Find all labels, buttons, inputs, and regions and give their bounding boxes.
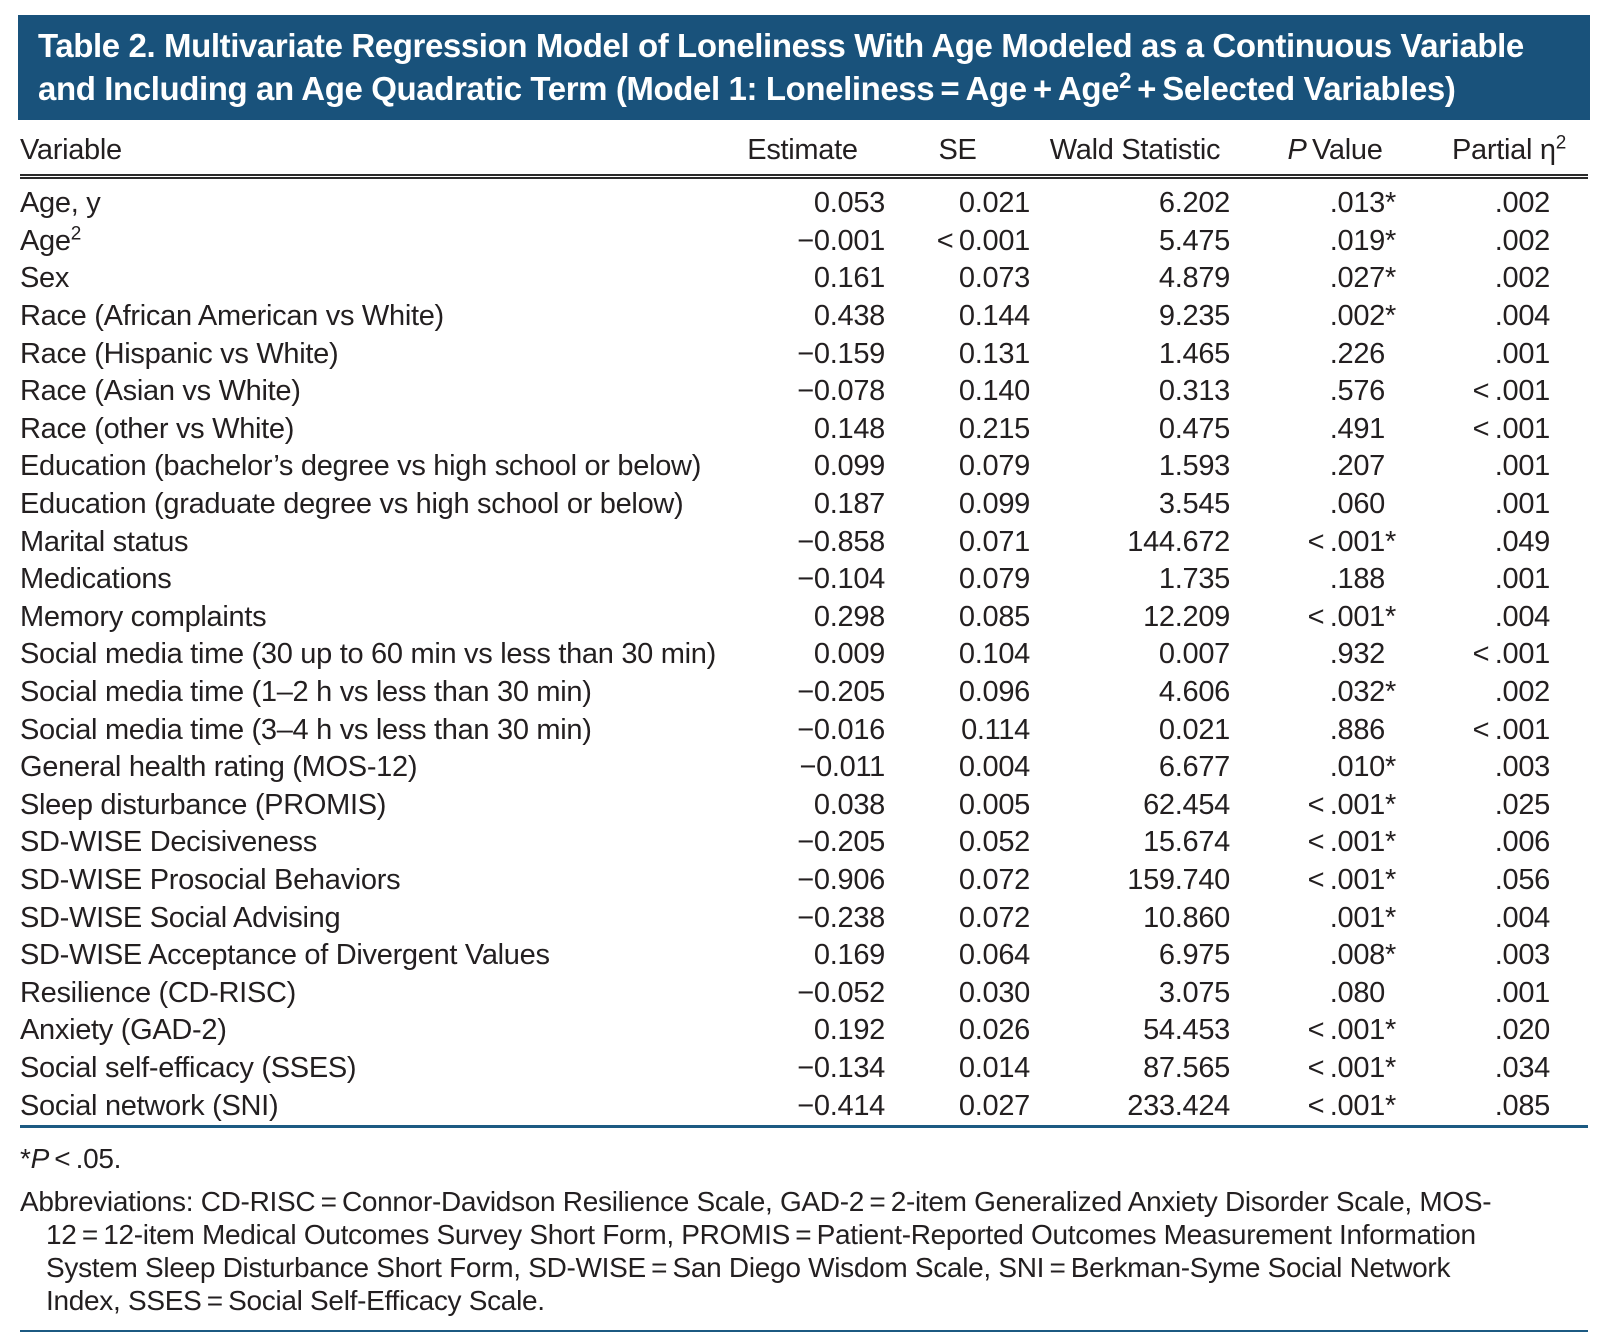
- table-row: [20, 260, 1588, 298]
- cell-p-value: [1240, 824, 1430, 862]
- cell-p-value: [1240, 486, 1430, 524]
- cell-p-value: [1240, 177, 1430, 223]
- cell-estimate: −0.159: [797, 337, 885, 370]
- cell-variable: Social self-efficacy (SSES): [20, 1051, 357, 1084]
- significance-asterisk: *: [1385, 525, 1396, 558]
- cell-wald-statistic: 6.975: [1158, 939, 1230, 972]
- table-body: [20, 177, 1588, 1127]
- table-header: [20, 124, 1588, 177]
- cell-wald-statistic: 15.674: [1143, 826, 1230, 859]
- cell-se: 0.073: [958, 262, 1030, 295]
- table-row: [20, 373, 1588, 411]
- cell-estimate: −0.205: [797, 676, 885, 709]
- cell-partial-eta-squared: .004: [1494, 901, 1550, 934]
- significance-asterisk: *: [1385, 788, 1396, 821]
- cell-variable: Sex: [20, 262, 70, 295]
- cell-partial-eta-squared: .004: [1494, 300, 1550, 333]
- table-row: [20, 223, 1588, 261]
- cell-estimate: 0.192: [813, 1014, 885, 1047]
- cell-partial-eta-squared: .001: [1494, 450, 1550, 483]
- cell-variable: Social media time (30 up to 60 min vs less than 30 min): [20, 638, 716, 671]
- cell-partial-eta-squared: .020: [1494, 1014, 1550, 1047]
- cell-se: 0.215: [958, 412, 1030, 445]
- cell-p-value: [1240, 862, 1430, 900]
- p-value-number: .207: [1329, 450, 1385, 483]
- cell-p-value: [1240, 448, 1430, 486]
- p-value-number: .188: [1329, 563, 1385, 596]
- significance-asterisk: *: [1385, 1089, 1396, 1122]
- significance-asterisk: *: [1385, 187, 1396, 220]
- cell-variable: Education (graduate degree vs high school or below): [20, 488, 684, 521]
- cell-p-value: [1240, 749, 1430, 787]
- cell-se: < 0.001: [936, 224, 1030, 257]
- cell-wald-statistic: 1.593: [1158, 450, 1230, 483]
- cell-se: 0.104: [958, 638, 1030, 671]
- cell-wald-statistic: 3.545: [1158, 488, 1230, 521]
- cell-estimate: 0.038: [813, 788, 885, 821]
- abbreviations-footnote: Abbreviations: CD-RISC = Connor-Davidson Resilience Scale, GAD-2 = 2-item Generalized Anxiety Disorder Scale, MOS-12 = 12-item Medical Outcomes Survey Short Form, PROMIS = Patient-Reported Outcomes Measurement Information System Sleep Disturbance Short Form, SD-WISE = San Diego Wisdom Scale, SNI = Berkman-Syme Social Network Index, SSES = Social Self-Efficacy Scale.: [20, 1185, 1492, 1316]
- cell-p-value: [1240, 373, 1430, 411]
- cell-se: 0.140: [958, 375, 1030, 408]
- cell-estimate: 0.438: [813, 300, 885, 333]
- significance-asterisk: *: [1385, 863, 1396, 896]
- p-value-number: < .001: [1307, 863, 1385, 896]
- p-value-number: < .001: [1307, 1014, 1385, 1047]
- p-value-number: .491: [1329, 412, 1385, 445]
- cell-se: 0.014: [958, 1051, 1030, 1084]
- cell-p-value: [1240, 1087, 1430, 1126]
- p-value-number: < .001: [1307, 826, 1385, 859]
- cell-variable: Race (Asian vs White): [20, 375, 301, 408]
- table-row: [20, 335, 1588, 373]
- cell-partial-eta-squared: .049: [1494, 525, 1550, 558]
- table-row: [20, 787, 1588, 825]
- cell-variable: Medications: [20, 563, 172, 596]
- p-value-number: .002: [1329, 300, 1385, 333]
- cell-partial-eta-squared: .001: [1494, 337, 1550, 370]
- cell-se: 0.005: [958, 788, 1030, 821]
- significance-asterisk: *: [1385, 1051, 1396, 1084]
- cell-se: 0.099: [958, 488, 1030, 521]
- cell-partial-eta-squared: .003: [1494, 751, 1550, 784]
- cell-se: 0.030: [958, 976, 1030, 1009]
- table-row: [20, 486, 1588, 524]
- table-row: [20, 599, 1588, 637]
- cell-variable: SD-WISE Decisiveness: [20, 826, 317, 859]
- p-value-number: .932: [1329, 638, 1385, 671]
- cell-p-value: [1240, 899, 1430, 937]
- cell-p-value: [1240, 1012, 1430, 1050]
- cell-estimate: −0.078: [797, 375, 885, 408]
- cell-estimate: 0.298: [813, 600, 885, 633]
- variable-superscript: 2: [70, 223, 81, 245]
- cell-partial-eta-squared: .002: [1494, 262, 1550, 295]
- cell-se: 0.144: [958, 300, 1030, 333]
- table-row: [20, 899, 1588, 937]
- table-title: [18, 15, 1590, 120]
- cell-estimate: −0.052: [797, 976, 885, 1009]
- cell-wald-statistic: 5.475: [1158, 224, 1230, 257]
- cell-partial-eta-squared: < .001: [1472, 713, 1550, 746]
- cell-wald-statistic: 9.235: [1158, 300, 1230, 333]
- cell-se: 0.052: [958, 826, 1030, 859]
- cell-variable: Anxiety (GAD-2): [20, 1014, 227, 1047]
- cell-se: 0.085: [958, 600, 1030, 633]
- cell-variable: Race (African American vs White): [20, 300, 444, 333]
- cell-variable: Resilience (CD-RISC): [20, 976, 296, 1009]
- p-value-number: .080: [1329, 976, 1385, 1009]
- sig-threshold: < .05.: [49, 1142, 122, 1174]
- partial-eta-base: Partial η: [1452, 134, 1556, 166]
- significance-asterisk: *: [1385, 300, 1396, 333]
- cell-partial-eta-squared: .025: [1494, 788, 1550, 821]
- significance-asterisk: *: [1385, 224, 1396, 257]
- cell-estimate: 0.187: [813, 488, 885, 521]
- sig-p-italic: P: [30, 1142, 49, 1174]
- p-value-number: < .001: [1307, 525, 1385, 558]
- cell-estimate: −0.001: [797, 224, 885, 257]
- cell-wald-statistic: 159.740: [1127, 863, 1230, 896]
- cell-p-value: [1240, 711, 1430, 749]
- cell-estimate: −0.134: [797, 1051, 885, 1084]
- cell-wald-statistic: 0.021: [1158, 713, 1230, 746]
- significance-asterisk: *: [1385, 262, 1396, 295]
- table-row: [20, 862, 1588, 900]
- cell-partial-eta-squared: .003: [1494, 939, 1550, 972]
- cell-se: 0.027: [958, 1089, 1030, 1122]
- cell-variable: Sleep disturbance (PROMIS): [20, 788, 387, 821]
- cell-estimate: −0.011: [799, 751, 885, 784]
- table-row: [20, 937, 1588, 975]
- cell-partial-eta-squared: .034: [1494, 1051, 1550, 1084]
- cell-wald-statistic: 12.209: [1143, 600, 1230, 633]
- cell-partial-eta-squared: .001: [1494, 976, 1550, 1009]
- col-header-wald-statistic: Wald Statistic: [1030, 124, 1240, 177]
- cell-partial-eta-squared: .001: [1494, 563, 1550, 596]
- cell-p-value: [1240, 1050, 1430, 1088]
- p-value-number: .010: [1329, 751, 1385, 784]
- title-superscript-2: 2: [1119, 68, 1131, 93]
- cell-partial-eta-squared: .006: [1494, 826, 1550, 859]
- significance-asterisk: *: [1385, 751, 1396, 784]
- significance-footnote: [20, 1142, 1520, 1175]
- cell-se: 0.114: [961, 713, 1030, 746]
- sig-star: *: [20, 1142, 31, 1174]
- cell-variable: Education (bachelor’s degree vs high school or below): [20, 450, 702, 483]
- cell-se: 0.072: [958, 901, 1030, 934]
- cell-wald-statistic: 0.007: [1158, 638, 1230, 671]
- table-row: [20, 523, 1588, 561]
- cell-wald-statistic: 0.475: [1158, 412, 1230, 445]
- table-row: [20, 177, 1588, 223]
- cell-se: 0.079: [958, 563, 1030, 596]
- cell-variable: SD-WISE Prosocial Behaviors: [20, 863, 401, 896]
- cell-estimate: −0.906: [797, 863, 885, 896]
- cell-se: 0.079: [958, 450, 1030, 483]
- table-row: [20, 711, 1588, 749]
- p-value-rest: Value: [1306, 134, 1383, 166]
- table-row: [20, 974, 1588, 1012]
- cell-variable: Social media time (1–2 h vs less than 30 min): [20, 676, 592, 709]
- col-header-p-value: [1240, 124, 1430, 177]
- table-row: [20, 636, 1588, 674]
- cell-partial-eta-squared: .056: [1494, 863, 1550, 896]
- cell-wald-statistic: 144.672: [1127, 525, 1230, 558]
- p-value-number: .013: [1329, 187, 1385, 220]
- table-row: [20, 298, 1588, 336]
- p-value-number: .008: [1329, 939, 1385, 972]
- cell-variable: Race (Hispanic vs White): [20, 337, 339, 370]
- cell-se: 0.096: [958, 676, 1030, 709]
- table-row: [20, 1087, 1588, 1126]
- cell-estimate: −0.104: [797, 563, 885, 596]
- p-value-number: .226: [1329, 337, 1385, 370]
- cell-wald-statistic: 233.424: [1127, 1089, 1230, 1122]
- cell-wald-statistic: 6.202: [1158, 187, 1230, 220]
- cell-se: 0.072: [958, 863, 1030, 896]
- cell-p-value: [1240, 599, 1430, 637]
- cell-estimate: −0.016: [797, 713, 885, 746]
- cell-partial-eta-squared: .085: [1494, 1089, 1550, 1122]
- cell-partial-eta-squared: < .001: [1472, 638, 1550, 671]
- cell-variable: SD-WISE Acceptance of Divergent Values: [20, 939, 550, 972]
- cell-wald-statistic: 0.313: [1158, 375, 1230, 408]
- col-header-variable: Variable: [20, 124, 720, 177]
- cell-wald-statistic: 1.735: [1158, 563, 1230, 596]
- p-value-number: .886: [1329, 713, 1385, 746]
- table-row: [20, 824, 1588, 862]
- significance-asterisk: *: [1385, 939, 1396, 972]
- significance-asterisk: *: [1385, 826, 1396, 859]
- p-value-number: .001: [1329, 901, 1385, 934]
- cell-variable: Age$^2$: [20, 223, 81, 257]
- cell-estimate: 0.169: [813, 939, 885, 972]
- p-value-number: .019: [1329, 224, 1385, 257]
- table-title-text: Table 2. Multivariate Regression Model of Loneliness With Age Modeled as a Continuous Variable and Including an Age Quadratic Term (Model 1: Loneliness = Age + Age: [38, 27, 1524, 107]
- p-value-number: .027: [1329, 262, 1385, 295]
- table-row: [20, 1012, 1588, 1050]
- significance-asterisk: *: [1385, 676, 1396, 709]
- cell-variable: Marital status: [20, 525, 189, 558]
- cell-wald-statistic: 4.879: [1158, 262, 1230, 295]
- cell-p-value: [1240, 411, 1430, 449]
- table-row: [20, 448, 1588, 486]
- cell-p-value: [1240, 523, 1430, 561]
- cell-se: 0.004: [958, 751, 1030, 784]
- cell-p-value: [1240, 298, 1430, 336]
- cell-variable: Social network (SNI): [20, 1089, 279, 1122]
- cell-se: 0.026: [958, 1014, 1030, 1047]
- cell-estimate: 0.099: [813, 450, 885, 483]
- cell-se: 0.021: [958, 187, 1030, 220]
- cell-wald-statistic: 6.677: [1158, 751, 1230, 784]
- p-value-number: .060: [1329, 488, 1385, 521]
- cell-p-value: [1240, 335, 1430, 373]
- cell-p-value: [1240, 223, 1430, 261]
- cell-estimate: 0.053: [813, 187, 885, 220]
- cell-wald-statistic: 62.454: [1143, 788, 1230, 821]
- cell-p-value: [1240, 974, 1430, 1012]
- col-header-partial-eta-squared: [1430, 124, 1588, 177]
- cell-variable: Race (other vs White): [20, 412, 295, 445]
- cell-wald-statistic: 4.606: [1158, 676, 1230, 709]
- table-row: [20, 561, 1588, 599]
- p-value-number: .576: [1329, 375, 1385, 408]
- cell-wald-statistic: 10.860: [1143, 901, 1230, 934]
- cell-variable: Social media time (3–4 h vs less than 30 min): [20, 713, 592, 746]
- cell-partial-eta-squared: .002: [1494, 224, 1550, 257]
- cell-partial-eta-squared: .001: [1494, 488, 1550, 521]
- table-row: [20, 411, 1588, 449]
- cell-se: 0.131: [958, 337, 1030, 370]
- significance-asterisk: *: [1385, 901, 1396, 934]
- regression-table: [20, 124, 1588, 1128]
- cell-se: 0.064: [958, 939, 1030, 972]
- cell-partial-eta-squared: < .001: [1472, 375, 1550, 408]
- p-value-number: < .001: [1307, 1051, 1385, 1084]
- cell-partial-eta-squared: < .001: [1472, 412, 1550, 445]
- significance-asterisk: *: [1385, 1014, 1396, 1047]
- footnotes: [20, 1142, 1520, 1317]
- p-value-number: < .001: [1307, 1089, 1385, 1122]
- cell-partial-eta-squared: .002: [1494, 676, 1550, 709]
- cell-estimate: −0.238: [797, 901, 885, 934]
- partial-eta-sup: 2: [1555, 132, 1566, 154]
- cell-p-value: [1240, 787, 1430, 825]
- p-value-number: < .001: [1307, 788, 1385, 821]
- col-header-estimate: Estimate: [720, 124, 885, 177]
- p-value-number: < .001: [1307, 600, 1385, 633]
- cell-p-value: [1240, 260, 1430, 298]
- header-row: [20, 124, 1588, 177]
- cell-estimate: −0.414: [797, 1089, 885, 1122]
- cell-partial-eta-squared: .004: [1494, 600, 1550, 633]
- cell-estimate: 0.148: [813, 412, 885, 445]
- table-title-text-end: + Selected Variables): [1130, 70, 1456, 107]
- cell-p-value: [1240, 561, 1430, 599]
- cell-wald-statistic: 3.075: [1158, 976, 1230, 1009]
- table-row: [20, 674, 1588, 712]
- cell-partial-eta-squared: .002: [1494, 187, 1550, 220]
- cell-variable: Age, y: [20, 187, 101, 220]
- cell-estimate: −0.205: [797, 826, 885, 859]
- cell-p-value: [1240, 937, 1430, 975]
- cell-wald-statistic: 54.453: [1143, 1014, 1230, 1047]
- table-row: [20, 1050, 1588, 1088]
- cell-wald-statistic: 1.465: [1158, 337, 1230, 370]
- cell-se: 0.071: [958, 525, 1030, 558]
- cell-wald-statistic: 87.565: [1143, 1051, 1230, 1084]
- p-italic: P: [1287, 134, 1307, 166]
- cell-variable: General health rating (MOS-12): [20, 751, 418, 784]
- cell-estimate: −0.858: [797, 525, 885, 558]
- col-header-se: SE: [885, 124, 1030, 177]
- cell-estimate: 0.009: [813, 638, 885, 671]
- p-value-number: .032: [1329, 676, 1385, 709]
- table-row: [20, 749, 1588, 787]
- cell-estimate: 0.161: [813, 262, 885, 295]
- cell-variable: SD-WISE Social Advising: [20, 901, 341, 934]
- cell-p-value: [1240, 636, 1430, 674]
- cell-p-value: [1240, 674, 1430, 712]
- cell-variable: Memory complaints: [20, 600, 267, 633]
- significance-asterisk: *: [1385, 600, 1396, 633]
